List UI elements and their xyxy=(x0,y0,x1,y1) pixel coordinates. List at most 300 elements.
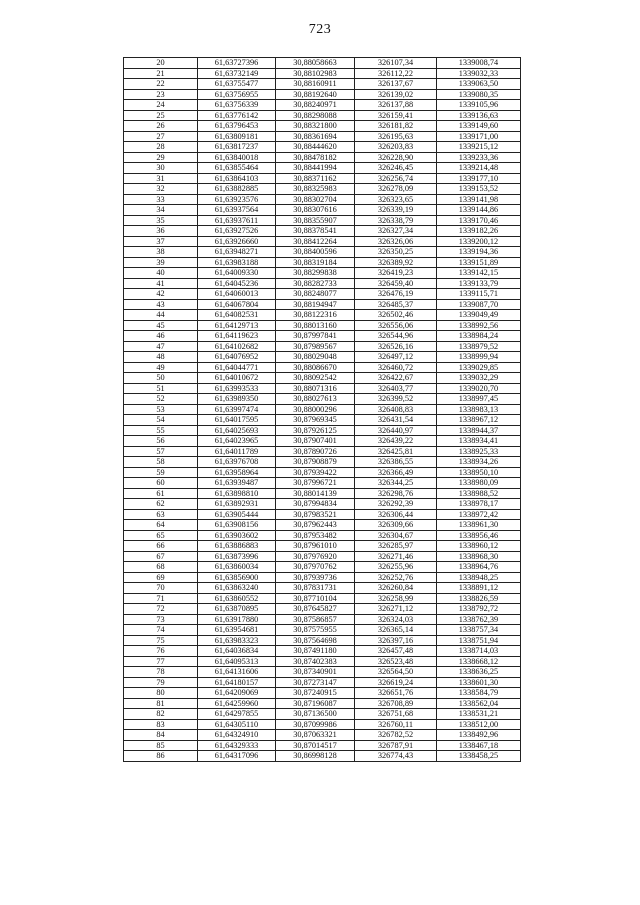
point-number-cell: 85 xyxy=(124,740,198,751)
y-coordinate-cell: 1339182,26 xyxy=(437,226,521,237)
longitude-cell: 30,87575955 xyxy=(276,625,355,636)
point-number-cell: 29 xyxy=(124,152,198,163)
point-number-cell: 24 xyxy=(124,100,198,111)
x-coordinate-cell: 326399,52 xyxy=(355,394,437,405)
latitude-cell: 61,63863240 xyxy=(198,583,276,594)
longitude-cell: 30,88014139 xyxy=(276,488,355,499)
x-coordinate-cell: 326326,06 xyxy=(355,236,437,247)
point-number-cell: 71 xyxy=(124,593,198,604)
y-coordinate-cell: 1338751,94 xyxy=(437,635,521,646)
x-coordinate-cell: 326344,25 xyxy=(355,478,437,489)
point-number-cell: 34 xyxy=(124,205,198,216)
x-coordinate-cell: 326339,19 xyxy=(355,205,437,216)
y-coordinate-cell: 1339032,33 xyxy=(437,68,521,79)
point-number-cell: 21 xyxy=(124,68,198,79)
table-row xyxy=(124,289,521,300)
latitude-cell: 61,64259960 xyxy=(198,698,276,709)
longitude-cell: 30,88319184 xyxy=(276,257,355,268)
y-coordinate-cell: 1339063,50 xyxy=(437,79,521,90)
longitude-cell: 30,87962443 xyxy=(276,520,355,531)
x-coordinate-cell: 326526,16 xyxy=(355,341,437,352)
table-row xyxy=(124,341,521,352)
longitude-cell: 30,87136500 xyxy=(276,709,355,720)
y-coordinate-cell: 1339171,00 xyxy=(437,131,521,142)
longitude-cell: 30,87240915 xyxy=(276,688,355,699)
table-row xyxy=(124,131,521,142)
y-coordinate-cell: 1338979,52 xyxy=(437,341,521,352)
latitude-cell: 61,64025693 xyxy=(198,425,276,436)
latitude-cell: 61,63908156 xyxy=(198,520,276,531)
table-row xyxy=(124,236,521,247)
longitude-cell: 30,87196087 xyxy=(276,698,355,709)
y-coordinate-cell: 1338492,96 xyxy=(437,730,521,741)
point-number-cell: 79 xyxy=(124,677,198,688)
table-row xyxy=(124,520,521,531)
table-row xyxy=(124,89,521,100)
longitude-cell: 30,87402383 xyxy=(276,656,355,667)
x-coordinate-cell: 326787,91 xyxy=(355,740,437,751)
latitude-cell: 61,64060013 xyxy=(198,289,276,300)
y-coordinate-cell: 1338972,42 xyxy=(437,509,521,520)
point-number-cell: 68 xyxy=(124,562,198,573)
longitude-cell: 30,88321800 xyxy=(276,121,355,132)
table-row xyxy=(124,656,521,667)
table-row xyxy=(124,299,521,310)
latitude-cell: 61,64317096 xyxy=(198,751,276,762)
longitude-cell: 30,88092542 xyxy=(276,373,355,384)
table-row xyxy=(124,688,521,699)
table-row xyxy=(124,478,521,489)
point-number-cell: 35 xyxy=(124,215,198,226)
y-coordinate-cell: 1338988,52 xyxy=(437,488,521,499)
latitude-cell: 61,64036834 xyxy=(198,646,276,657)
longitude-cell: 30,87586857 xyxy=(276,614,355,625)
table-row xyxy=(124,614,521,625)
x-coordinate-cell: 326195,63 xyxy=(355,131,437,142)
point-number-cell: 28 xyxy=(124,142,198,153)
y-coordinate-cell: 1339029,85 xyxy=(437,362,521,373)
latitude-cell: 61,63923576 xyxy=(198,194,276,205)
longitude-cell: 30,88122316 xyxy=(276,310,355,321)
x-coordinate-cell: 326619,24 xyxy=(355,677,437,688)
table-row xyxy=(124,58,521,69)
point-number-cell: 74 xyxy=(124,625,198,636)
latitude-cell: 61,63954681 xyxy=(198,625,276,636)
longitude-cell: 30,87989567 xyxy=(276,341,355,352)
point-number-cell: 46 xyxy=(124,331,198,342)
table-row xyxy=(124,635,521,646)
latitude-cell: 61,63855464 xyxy=(198,163,276,174)
y-coordinate-cell: 1339105,96 xyxy=(437,100,521,111)
y-coordinate-cell: 1339141,98 xyxy=(437,194,521,205)
table-row xyxy=(124,604,521,615)
table-row xyxy=(124,436,521,447)
y-coordinate-cell: 1338762,39 xyxy=(437,614,521,625)
table-row xyxy=(124,583,521,594)
longitude-cell: 30,87996721 xyxy=(276,478,355,489)
longitude-cell: 30,87273147 xyxy=(276,677,355,688)
x-coordinate-cell: 326246,45 xyxy=(355,163,437,174)
x-coordinate-cell: 326306,44 xyxy=(355,509,437,520)
x-coordinate-cell: 326139,02 xyxy=(355,89,437,100)
x-coordinate-cell: 326708,89 xyxy=(355,698,437,709)
y-coordinate-cell: 1338984,24 xyxy=(437,331,521,342)
latitude-cell: 61,63809181 xyxy=(198,131,276,142)
point-number-cell: 42 xyxy=(124,289,198,300)
table-row xyxy=(124,205,521,216)
longitude-cell: 30,88378541 xyxy=(276,226,355,237)
latitude-cell: 61,64329333 xyxy=(198,740,276,751)
x-coordinate-cell: 326397,16 xyxy=(355,635,437,646)
x-coordinate-cell: 326278,09 xyxy=(355,184,437,195)
y-coordinate-cell: 1338968,30 xyxy=(437,551,521,562)
latitude-cell: 61,63864103 xyxy=(198,173,276,184)
longitude-cell: 30,88240971 xyxy=(276,100,355,111)
point-number-cell: 56 xyxy=(124,436,198,447)
x-coordinate-cell: 326422,67 xyxy=(355,373,437,384)
point-number-cell: 70 xyxy=(124,583,198,594)
longitude-cell: 30,88086670 xyxy=(276,362,355,373)
x-coordinate-cell: 326460,72 xyxy=(355,362,437,373)
latitude-cell: 61,63873996 xyxy=(198,551,276,562)
table-row xyxy=(124,677,521,688)
point-number-cell: 83 xyxy=(124,719,198,730)
y-coordinate-cell: 1338601,30 xyxy=(437,677,521,688)
table-row xyxy=(124,404,521,415)
y-coordinate-cell: 1338826,59 xyxy=(437,593,521,604)
y-coordinate-cell: 1338562,04 xyxy=(437,698,521,709)
table-row xyxy=(124,667,521,678)
longitude-cell: 30,87997841 xyxy=(276,331,355,342)
longitude-cell: 30,88027613 xyxy=(276,394,355,405)
point-number-cell: 30 xyxy=(124,163,198,174)
table-row xyxy=(124,446,521,457)
longitude-cell: 30,88307616 xyxy=(276,205,355,216)
y-coordinate-cell: 1339144,86 xyxy=(437,205,521,216)
longitude-cell: 30,87099986 xyxy=(276,719,355,730)
latitude-cell: 61,64076952 xyxy=(198,352,276,363)
x-coordinate-cell: 326228,90 xyxy=(355,152,437,163)
x-coordinate-cell: 326497,12 xyxy=(355,352,437,363)
point-number-cell: 64 xyxy=(124,520,198,531)
table-row xyxy=(124,100,521,111)
point-number-cell: 33 xyxy=(124,194,198,205)
x-coordinate-cell: 326271,46 xyxy=(355,551,437,562)
point-number-cell: 61 xyxy=(124,488,198,499)
longitude-cell: 30,87491180 xyxy=(276,646,355,657)
y-coordinate-cell: 1338467,18 xyxy=(437,740,521,751)
y-coordinate-cell: 1338978,17 xyxy=(437,499,521,510)
point-number-cell: 32 xyxy=(124,184,198,195)
latitude-cell: 61,63892931 xyxy=(198,499,276,510)
y-coordinate-cell: 1339049,49 xyxy=(437,310,521,321)
y-coordinate-cell: 1338964,76 xyxy=(437,562,521,573)
table-row xyxy=(124,593,521,604)
x-coordinate-cell: 326252,76 xyxy=(355,572,437,583)
y-coordinate-cell: 1338925,33 xyxy=(437,446,521,457)
point-number-cell: 41 xyxy=(124,278,198,289)
latitude-cell: 61,63856900 xyxy=(198,572,276,583)
x-coordinate-cell: 326425,81 xyxy=(355,446,437,457)
x-coordinate-cell: 326159,41 xyxy=(355,110,437,121)
latitude-cell: 61,64010672 xyxy=(198,373,276,384)
x-coordinate-cell: 326112,22 xyxy=(355,68,437,79)
x-coordinate-cell: 326309,66 xyxy=(355,520,437,531)
longitude-cell: 30,87969345 xyxy=(276,415,355,426)
latitude-cell: 61,63937611 xyxy=(198,215,276,226)
longitude-cell: 30,88302704 xyxy=(276,194,355,205)
longitude-cell: 30,87953482 xyxy=(276,530,355,541)
longitude-cell: 30,88071316 xyxy=(276,383,355,394)
longitude-cell: 30,87890726 xyxy=(276,446,355,457)
longitude-cell: 30,88412264 xyxy=(276,236,355,247)
point-number-cell: 37 xyxy=(124,236,198,247)
table-row xyxy=(124,562,521,573)
longitude-cell: 30,88102983 xyxy=(276,68,355,79)
point-number-cell: 59 xyxy=(124,467,198,478)
x-coordinate-cell: 326350,25 xyxy=(355,247,437,258)
table-row xyxy=(124,394,521,405)
table-row xyxy=(124,625,521,636)
longitude-cell: 30,88000296 xyxy=(276,404,355,415)
y-coordinate-cell: 1339136,63 xyxy=(437,110,521,121)
longitude-cell: 30,86998128 xyxy=(276,751,355,762)
latitude-cell: 61,64095313 xyxy=(198,656,276,667)
longitude-cell: 30,88400596 xyxy=(276,247,355,258)
table-row xyxy=(124,719,521,730)
latitude-cell: 61,63983188 xyxy=(198,257,276,268)
latitude-cell: 61,64045236 xyxy=(198,278,276,289)
table-row xyxy=(124,457,521,468)
table-row xyxy=(124,425,521,436)
latitude-cell: 61,63958964 xyxy=(198,467,276,478)
latitude-cell: 61,63756955 xyxy=(198,89,276,100)
latitude-cell: 61,64129713 xyxy=(198,320,276,331)
longitude-cell: 30,87961010 xyxy=(276,541,355,552)
longitude-cell: 30,88013160 xyxy=(276,320,355,331)
table-row xyxy=(124,163,521,174)
table-row xyxy=(124,68,521,79)
y-coordinate-cell: 1338512,00 xyxy=(437,719,521,730)
latitude-cell: 61,63840018 xyxy=(198,152,276,163)
longitude-cell: 30,88371162 xyxy=(276,173,355,184)
y-coordinate-cell: 1338960,12 xyxy=(437,541,521,552)
table-row xyxy=(124,730,521,741)
latitude-cell: 61,63937564 xyxy=(198,205,276,216)
table-row xyxy=(124,362,521,373)
point-number-cell: 51 xyxy=(124,383,198,394)
y-coordinate-cell: 1339008,74 xyxy=(437,58,521,69)
point-number-cell: 22 xyxy=(124,79,198,90)
y-coordinate-cell: 1339087,70 xyxy=(437,299,521,310)
y-coordinate-cell: 1338636,25 xyxy=(437,667,521,678)
y-coordinate-cell: 1339153,52 xyxy=(437,184,521,195)
table-row xyxy=(124,646,521,657)
x-coordinate-cell: 326431,54 xyxy=(355,415,437,426)
x-coordinate-cell: 326338,79 xyxy=(355,215,437,226)
y-coordinate-cell: 1339080,35 xyxy=(437,89,521,100)
latitude-cell: 61,63976708 xyxy=(198,457,276,468)
point-number-cell: 36 xyxy=(124,226,198,237)
table-row xyxy=(124,320,521,331)
table-row xyxy=(124,352,521,363)
table-row xyxy=(124,740,521,751)
latitude-cell: 61,64011789 xyxy=(198,446,276,457)
point-number-cell: 40 xyxy=(124,268,198,279)
x-coordinate-cell: 326256,74 xyxy=(355,173,437,184)
y-coordinate-cell: 1338792,72 xyxy=(437,604,521,615)
longitude-cell: 30,87926125 xyxy=(276,425,355,436)
point-number-cell: 38 xyxy=(124,247,198,258)
longitude-cell: 30,88029048 xyxy=(276,352,355,363)
latitude-cell: 61,64017595 xyxy=(198,415,276,426)
point-number-cell: 63 xyxy=(124,509,198,520)
table-row xyxy=(124,541,521,552)
longitude-cell: 30,88355907 xyxy=(276,215,355,226)
point-number-cell: 55 xyxy=(124,425,198,436)
table-row xyxy=(124,488,521,499)
point-number-cell: 82 xyxy=(124,709,198,720)
latitude-cell: 61,64180157 xyxy=(198,677,276,688)
y-coordinate-cell: 1339032,29 xyxy=(437,373,521,384)
latitude-cell: 61,63903602 xyxy=(198,530,276,541)
latitude-cell: 61,63905444 xyxy=(198,509,276,520)
y-coordinate-cell: 1338997,45 xyxy=(437,394,521,405)
x-coordinate-cell: 326544,96 xyxy=(355,331,437,342)
point-number-cell: 76 xyxy=(124,646,198,657)
coordinates-table-body xyxy=(124,58,521,762)
y-coordinate-cell: 1338934,26 xyxy=(437,457,521,468)
point-number-cell: 53 xyxy=(124,404,198,415)
point-number-cell: 20 xyxy=(124,58,198,69)
y-coordinate-cell: 1339142,15 xyxy=(437,268,521,279)
point-number-cell: 65 xyxy=(124,530,198,541)
longitude-cell: 30,87645827 xyxy=(276,604,355,615)
longitude-cell: 30,88058663 xyxy=(276,58,355,69)
x-coordinate-cell: 326271,12 xyxy=(355,604,437,615)
coordinates-table xyxy=(123,57,521,762)
point-number-cell: 78 xyxy=(124,667,198,678)
y-coordinate-cell: 1338967,12 xyxy=(437,415,521,426)
table-row xyxy=(124,415,521,426)
x-coordinate-cell: 326760,11 xyxy=(355,719,437,730)
longitude-cell: 30,88441994 xyxy=(276,163,355,174)
latitude-cell: 61,64009330 xyxy=(198,268,276,279)
table-row xyxy=(124,247,521,258)
y-coordinate-cell: 1339133,79 xyxy=(437,278,521,289)
point-number-cell: 45 xyxy=(124,320,198,331)
x-coordinate-cell: 326502,46 xyxy=(355,310,437,321)
x-coordinate-cell: 326403,77 xyxy=(355,383,437,394)
longitude-cell: 30,87831731 xyxy=(276,583,355,594)
y-coordinate-cell: 1338934,41 xyxy=(437,436,521,447)
latitude-cell: 61,63898810 xyxy=(198,488,276,499)
y-coordinate-cell: 1339170,46 xyxy=(437,215,521,226)
longitude-cell: 30,87063321 xyxy=(276,730,355,741)
table-row xyxy=(124,121,521,132)
table-row xyxy=(124,310,521,321)
point-number-cell: 47 xyxy=(124,341,198,352)
table-row xyxy=(124,184,521,195)
x-coordinate-cell: 326258,99 xyxy=(355,593,437,604)
x-coordinate-cell: 326323,65 xyxy=(355,194,437,205)
point-number-cell: 73 xyxy=(124,614,198,625)
y-coordinate-cell: 1338956,46 xyxy=(437,530,521,541)
latitude-cell: 61,63993533 xyxy=(198,383,276,394)
y-coordinate-cell: 1339200,12 xyxy=(437,236,521,247)
y-coordinate-cell: 1339149,60 xyxy=(437,121,521,132)
table-row xyxy=(124,551,521,562)
point-number-cell: 75 xyxy=(124,635,198,646)
y-coordinate-cell: 1338950,10 xyxy=(437,467,521,478)
point-number-cell: 44 xyxy=(124,310,198,321)
latitude-cell: 61,63983323 xyxy=(198,635,276,646)
y-coordinate-cell: 1338999,94 xyxy=(437,352,521,363)
longitude-cell: 30,87970762 xyxy=(276,562,355,573)
x-coordinate-cell: 326782,52 xyxy=(355,730,437,741)
x-coordinate-cell: 326485,37 xyxy=(355,299,437,310)
x-coordinate-cell: 326751,68 xyxy=(355,709,437,720)
x-coordinate-cell: 326298,76 xyxy=(355,488,437,499)
latitude-cell: 61,63870895 xyxy=(198,604,276,615)
y-coordinate-cell: 1339214,48 xyxy=(437,163,521,174)
y-coordinate-cell: 1339177,10 xyxy=(437,173,521,184)
y-coordinate-cell: 1338714,03 xyxy=(437,646,521,657)
x-coordinate-cell: 326439,22 xyxy=(355,436,437,447)
table-row xyxy=(124,383,521,394)
point-number-cell: 52 xyxy=(124,394,198,405)
latitude-cell: 61,63860034 xyxy=(198,562,276,573)
latitude-cell: 61,63882885 xyxy=(198,184,276,195)
point-number-cell: 48 xyxy=(124,352,198,363)
point-number-cell: 50 xyxy=(124,373,198,384)
point-number-cell: 60 xyxy=(124,478,198,489)
longitude-cell: 30,87983521 xyxy=(276,509,355,520)
longitude-cell: 30,88361694 xyxy=(276,131,355,142)
x-coordinate-cell: 326181,82 xyxy=(355,121,437,132)
latitude-cell: 61,64324910 xyxy=(198,730,276,741)
latitude-cell: 61,63939487 xyxy=(198,478,276,489)
x-coordinate-cell: 326651,76 xyxy=(355,688,437,699)
y-coordinate-cell: 1338531,21 xyxy=(437,709,521,720)
latitude-cell: 61,63796453 xyxy=(198,121,276,132)
y-coordinate-cell: 1338983,13 xyxy=(437,404,521,415)
longitude-cell: 30,88282733 xyxy=(276,278,355,289)
latitude-cell: 61,63755477 xyxy=(198,79,276,90)
latitude-cell: 61,63926660 xyxy=(198,236,276,247)
table-row xyxy=(124,751,521,762)
longitude-cell: 30,87939736 xyxy=(276,572,355,583)
x-coordinate-cell: 326137,67 xyxy=(355,79,437,90)
y-coordinate-cell: 1339194,36 xyxy=(437,247,521,258)
latitude-cell: 61,64209069 xyxy=(198,688,276,699)
table-row xyxy=(124,467,521,478)
y-coordinate-cell: 1338961,30 xyxy=(437,520,521,531)
longitude-cell: 30,87907401 xyxy=(276,436,355,447)
x-coordinate-cell: 326774,43 xyxy=(355,751,437,762)
point-number-cell: 81 xyxy=(124,698,198,709)
table-row xyxy=(124,373,521,384)
x-coordinate-cell: 326260,84 xyxy=(355,583,437,594)
table-row xyxy=(124,173,521,184)
latitude-cell: 61,63776142 xyxy=(198,110,276,121)
latitude-cell: 61,63732149 xyxy=(198,68,276,79)
x-coordinate-cell: 326292,39 xyxy=(355,499,437,510)
longitude-cell: 30,88298088 xyxy=(276,110,355,121)
table-row xyxy=(124,257,521,268)
table-row xyxy=(124,709,521,720)
table-row xyxy=(124,331,521,342)
